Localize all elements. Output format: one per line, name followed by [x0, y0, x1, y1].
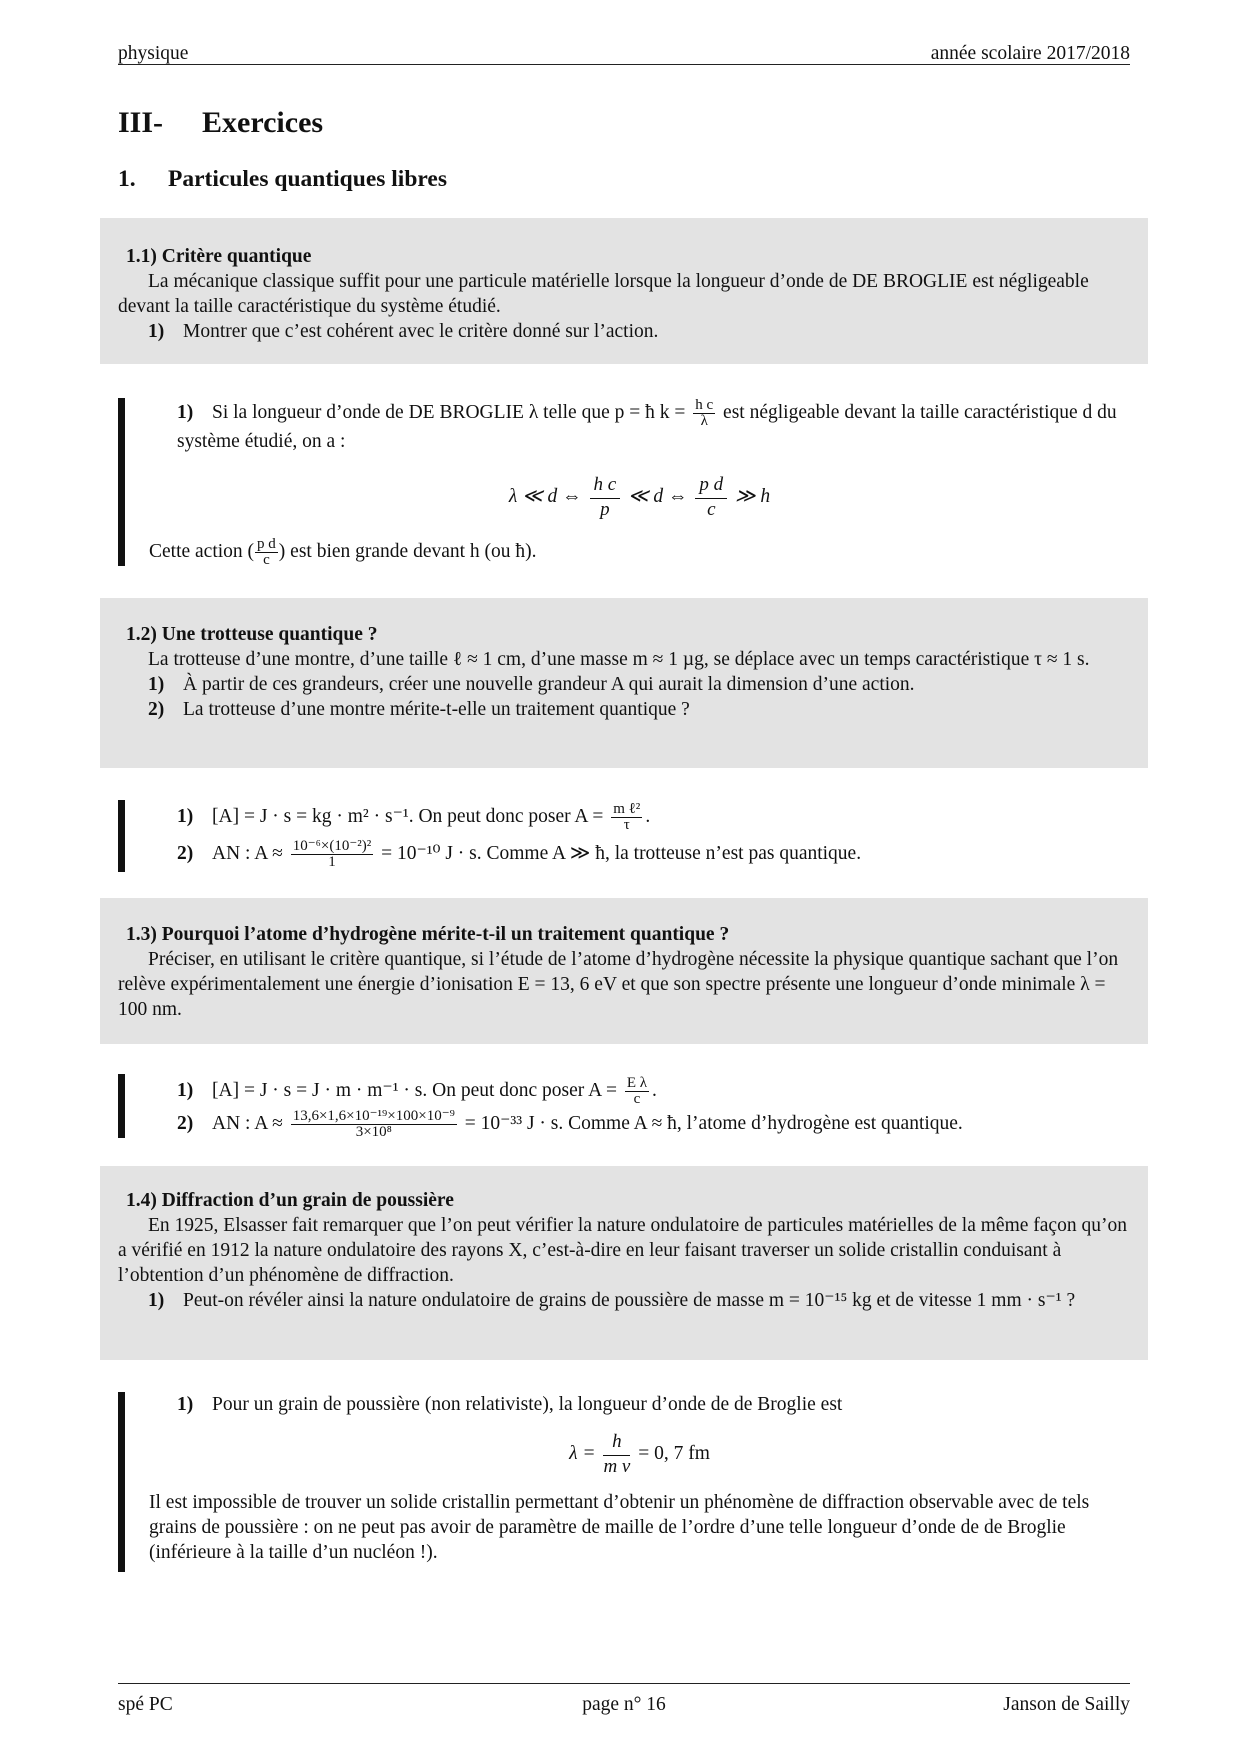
- exercise-question-4-1: [118, 1288, 1130, 1313]
- equation-1: [149, 474, 1130, 521]
- exercise-text-4: En 1925, Elsasser fait remarquer que l’on peut vérifier la nature ondulatoire de particules matérielles de la même façon qu’on a vérifié en 1912 la nature ondulatoire des rayons X, c’est-à-dire en leur faisant traverser un solide cristallin conduisant à l’obtention d’un phénomène de diffraction.: [118, 1215, 1127, 1286]
- answer-text-b: est négligeable devant la taille caractéristique d du système étudié, on a :: [177, 401, 1117, 452]
- answer-number: 2): [177, 1112, 194, 1134]
- eq-right: = 0, 7 fm: [638, 1442, 710, 1464]
- header-school-year: année scolaire 2017/2018: [930, 43, 1130, 64]
- answer-block-1: [118, 398, 1130, 566]
- answer-end: .: [645, 805, 651, 827]
- fraction-numerator: m ℓ²: [613, 801, 641, 817]
- answer-paragraph-1: [149, 398, 1130, 454]
- question-number: 1): [148, 674, 165, 695]
- fraction-numerator: p d: [257, 536, 276, 552]
- answer-text: [A] = J · s = J · m · m⁻¹ · s. On peut donc poser A =: [212, 1079, 617, 1101]
- answer-text-a: Si la longueur d’onde de DE BROGLIE λ telle que p = ħ k =: [212, 401, 686, 423]
- question-text: La trotteuse d’une montre mérite-t-elle un traitement quantique ?: [183, 699, 690, 720]
- fraction-hc-lambda: [693, 398, 715, 429]
- answer-end: .: [652, 1079, 657, 1101]
- subsection-number: 1.: [118, 166, 136, 192]
- answer-2-1: [149, 802, 1130, 833]
- exercise-text-2: La trotteuse d’une montre, d’une taille ℓ ≈ 1 cm, d’une masse m ≈ 1 µg, se déplace avec un temps caractéristique τ ≈ 1 s.: [148, 649, 1090, 670]
- fraction-denominator: m v: [603, 1456, 631, 1477]
- fraction-numerator: h c: [695, 397, 714, 413]
- fraction-denominator: 1: [328, 854, 336, 870]
- answer-conclusion-1: [149, 537, 1130, 568]
- exercise-title-3: 1.3) Pourquoi l’atome d’hydrogène mérite-t-il un traitement quantique ?: [126, 924, 730, 945]
- exercise-box-2: [100, 598, 1148, 768]
- fraction-ml2-tau: [611, 802, 642, 833]
- answer-number: 1): [177, 401, 194, 423]
- answer-number: 1): [177, 1394, 194, 1415]
- answer-block-3: [118, 1074, 1130, 1138]
- question-text: Peut-on révéler ainsi la nature ondulatoire de grains de poussière de masse m = 10⁻¹⁵ kg et de vitesse 1 mm · s⁻¹ ?: [183, 1290, 1076, 1311]
- eq-left: λ ≪ d ⇔: [508, 485, 582, 507]
- equation-4: [149, 1431, 1130, 1478]
- question-number: 1): [148, 321, 165, 342]
- fraction-hc-p: [590, 474, 621, 521]
- exercise-title-1: 1.1) Critère quantique: [126, 246, 312, 267]
- fraction-numerator: p d: [695, 474, 727, 499]
- subsection-label: Particules quantiques libres: [168, 166, 447, 192]
- fraction-denominator: p: [600, 499, 610, 520]
- fraction-numerator: h c: [590, 474, 621, 499]
- answer-number: 1): [177, 1079, 194, 1101]
- fraction-denominator: c: [263, 552, 270, 568]
- section-label: Exercices: [202, 106, 324, 139]
- exercise-question-2-1: [118, 672, 1130, 697]
- fraction-numerator: h: [603, 1431, 630, 1456]
- section-title: [118, 106, 324, 139]
- answer-text-b: = 10⁻³³ J · s. Comme A ≈ ħ, l’atome d’hydrogène est quantique.: [464, 1112, 963, 1134]
- page-footer: [118, 1683, 1130, 1715]
- answer-4-1: [149, 1392, 1130, 1417]
- fraction-denominator: c: [633, 1091, 641, 1107]
- fraction-pd-c: [695, 474, 727, 521]
- fraction-h-mv: [603, 1431, 630, 1478]
- exercise-box-1: [100, 218, 1148, 364]
- answer-3-2: [149, 1109, 1130, 1140]
- fraction-elambda-c: [625, 1076, 649, 1107]
- section-number: III-: [118, 106, 164, 139]
- question-text: À partir de ces grandeurs, créer une nouvelle grandeur A qui aurait la dimension d’une action.: [183, 674, 915, 695]
- exercise-question-2-2: [118, 697, 1130, 722]
- answer-block-2: [118, 800, 1130, 872]
- answer-number: 1): [177, 805, 194, 827]
- exercise-title-4: 1.4) Diffraction d’un grain de poussière: [126, 1190, 454, 1211]
- conclusion-text-b: ) est bien grande devant h (ou ħ).: [278, 540, 537, 562]
- footer-school: Janson de Sailly: [1003, 1694, 1130, 1715]
- answer-block-4: [118, 1392, 1130, 1572]
- answer-text-a: AN : A ≈: [212, 1112, 283, 1134]
- fraction-denominator: 3×10⁸: [355, 1124, 392, 1140]
- fraction-denominator: c: [707, 499, 716, 520]
- conclusion-text-a: Cette action (: [149, 540, 255, 562]
- answer-conclusion-4: Il est impossible de trouver un solide cristallin permettant d’obtenir un phénomène de diffraction observable avec de tels grains de poussière : on ne peut pas avoir de paramètre de maille de l’ordre d’une telle longueur d’onde de de Broglie (inférieure à la taille d’un nucléon !).: [149, 1492, 1090, 1563]
- fraction-numeric-2: [291, 839, 374, 870]
- fraction-pd-c-small: [255, 537, 278, 568]
- footer-page-number: page n° 16: [582, 1694, 666, 1715]
- footer-class: spé PC: [118, 1694, 173, 1715]
- fraction-numerator: 10⁻⁶×(10⁻²)²: [292, 838, 372, 854]
- answer-text-b: = 10⁻¹⁰ J · s. Comme A ≫ ħ, la trotteuse n’est pas quantique.: [381, 842, 862, 864]
- fraction-numeric-3: [291, 1109, 457, 1140]
- question-number: 1): [148, 1290, 165, 1311]
- exercise-box-4: [100, 1166, 1148, 1360]
- eq-right: ≫ h: [735, 485, 771, 507]
- fraction-denominator: λ: [700, 413, 708, 429]
- exercise-title-2: 1.2) Une trotteuse quantique ?: [126, 624, 378, 645]
- answer-2-2: [149, 839, 1130, 870]
- exercise-question-1-1: [118, 319, 1130, 344]
- subsection-title: [118, 167, 447, 192]
- fraction-numerator: 13,6×1,6×10⁻¹⁹×100×10⁻⁹: [292, 1108, 455, 1124]
- answer-text: Pour un grain de poussière (non relativiste), la longueur d’onde de de Broglie est: [212, 1394, 843, 1415]
- eq-left: λ =: [569, 1442, 596, 1464]
- exercise-text-3: Préciser, en utilisant le critère quantique, si l’étude de l’atome d’hydrogène nécessite la physique quantique sachant que l’on relève expérimentalement une énergie d’ionisation E = 13, 6 eV et que son spectre présente une longueur d’onde minimale λ = 100 nm.: [118, 949, 1119, 1020]
- page-header: [118, 38, 1130, 65]
- answer-3-1: [149, 1076, 1130, 1107]
- exercise-text-1: La mécanique classique suffit pour une particule matérielle lorsque la longueur d’onde de DE BROGLIE est négligeable devant la taille caractéristique du système étudié.: [118, 271, 1089, 317]
- fraction-denominator: τ: [623, 817, 630, 833]
- question-text: Montrer que c’est cohérent avec le critère donné sur l’action.: [183, 321, 659, 342]
- header-subject: physique: [118, 43, 189, 64]
- question-number: 2): [148, 699, 165, 720]
- answer-text-a: AN : A ≈: [212, 842, 283, 864]
- answer-text: [A] = J · s = kg · m² · s⁻¹. On peut donc poser A =: [212, 805, 604, 827]
- exercise-box-3: [100, 898, 1148, 1044]
- eq-mid: ≪ d ⇔: [628, 485, 688, 507]
- answer-number: 2): [177, 842, 194, 864]
- fraction-numerator: E λ: [626, 1075, 648, 1091]
